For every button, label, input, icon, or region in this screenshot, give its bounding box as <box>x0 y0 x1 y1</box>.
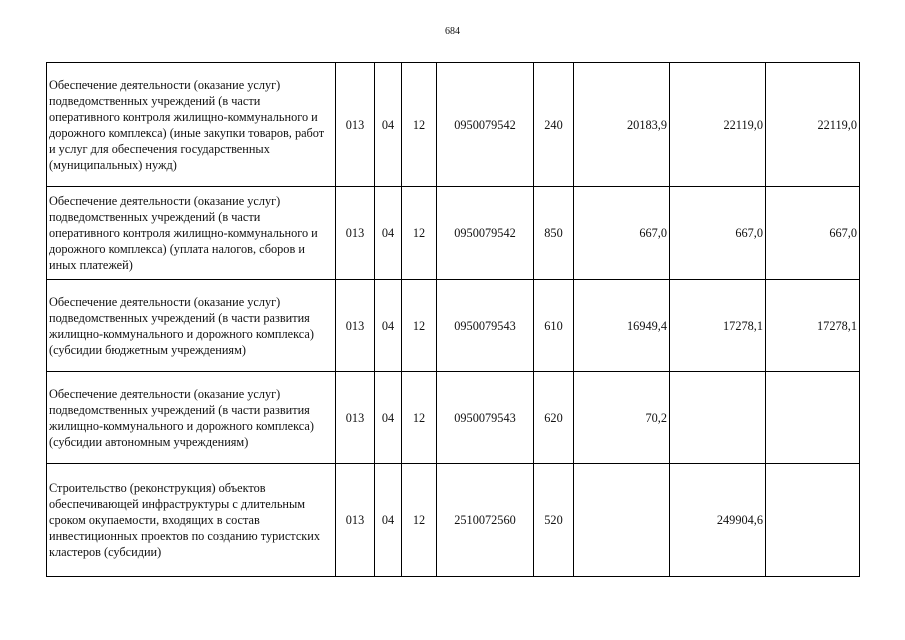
expense-type-code: 850 <box>534 187 574 280</box>
amount-2: 22119,0 <box>670 63 766 187</box>
amount-1: 20183,9 <box>574 63 670 187</box>
amount-1: 16949,4 <box>574 280 670 372</box>
table-row <box>47 464 860 577</box>
page-number: 684 <box>445 26 460 37</box>
expense-name: Обеспечение деятельности (оказание услуг) подведомственных учреждений (в части оперативного контроля жилищно-коммунального и дорожного комплекса) (уплата налогов, сборов и иных платежей) <box>47 187 336 280</box>
expense-name: Обеспечение деятельности (оказание услуг) подведомственных учреждений (в части развития жилищно-коммунального и дорожного комплекса) (субсидии бюджетным учреждениям) <box>47 280 336 372</box>
amount-2 <box>670 372 766 464</box>
section-code: 04 <box>375 187 402 280</box>
target-article-code: 0950079542 <box>437 187 534 280</box>
amount-2: 249904,6 <box>670 464 766 577</box>
amount-3: 667,0 <box>766 187 860 280</box>
subsection-code: 12 <box>402 187 437 280</box>
amount-1 <box>574 464 670 577</box>
table-row <box>47 372 860 464</box>
ministry-code: 013 <box>336 464 375 577</box>
amount-1: 70,2 <box>574 372 670 464</box>
target-article-code: 0950079543 <box>437 372 534 464</box>
table-row <box>47 63 860 187</box>
table-row <box>47 187 860 280</box>
target-article-code: 0950079543 <box>437 280 534 372</box>
expense-type-code: 620 <box>534 372 574 464</box>
expense-type-code: 520 <box>534 464 574 577</box>
amount-1: 667,0 <box>574 187 670 280</box>
section-code: 04 <box>375 63 402 187</box>
budget-table <box>46 62 860 577</box>
amount-2: 17278,1 <box>670 280 766 372</box>
target-article-code: 0950079542 <box>437 63 534 187</box>
subsection-code: 12 <box>402 372 437 464</box>
amount-3 <box>766 464 860 577</box>
expense-type-code: 610 <box>534 280 574 372</box>
amount-3 <box>766 372 860 464</box>
amount-3: 17278,1 <box>766 280 860 372</box>
table-row <box>47 280 860 372</box>
ministry-code: 013 <box>336 187 375 280</box>
section-code: 04 <box>375 464 402 577</box>
expense-type-code: 240 <box>534 63 574 187</box>
expense-name: Строительство (реконструкция) объектов обеспечивающей инфраструктуры с длительным сроком окупаемости, входящих в состав инвестиционных проектов по созданию туристских кластеров (субсидии) <box>47 464 336 577</box>
subsection-code: 12 <box>402 464 437 577</box>
ministry-code: 013 <box>336 63 375 187</box>
target-article-code: 2510072560 <box>437 464 534 577</box>
subsection-code: 12 <box>402 63 437 187</box>
amount-3: 22119,0 <box>766 63 860 187</box>
section-code: 04 <box>375 372 402 464</box>
section-code: 04 <box>375 280 402 372</box>
ministry-code: 013 <box>336 280 375 372</box>
expense-name: Обеспечение деятельности (оказание услуг) подведомственных учреждений (в части оперативного контроля жилищно-коммунального и дорожного комплекса) (иные закупки товаров, работ и услуг для обеспечения государственных (муниципальных) нужд) <box>47 63 336 187</box>
amount-2: 667,0 <box>670 187 766 280</box>
ministry-code: 013 <box>336 372 375 464</box>
subsection-code: 12 <box>402 280 437 372</box>
expense-name: Обеспечение деятельности (оказание услуг) подведомственных учреждений (в части развития жилищно-коммунального и дорожного комплекса) (субсидии автономным учреждениям) <box>47 372 336 464</box>
